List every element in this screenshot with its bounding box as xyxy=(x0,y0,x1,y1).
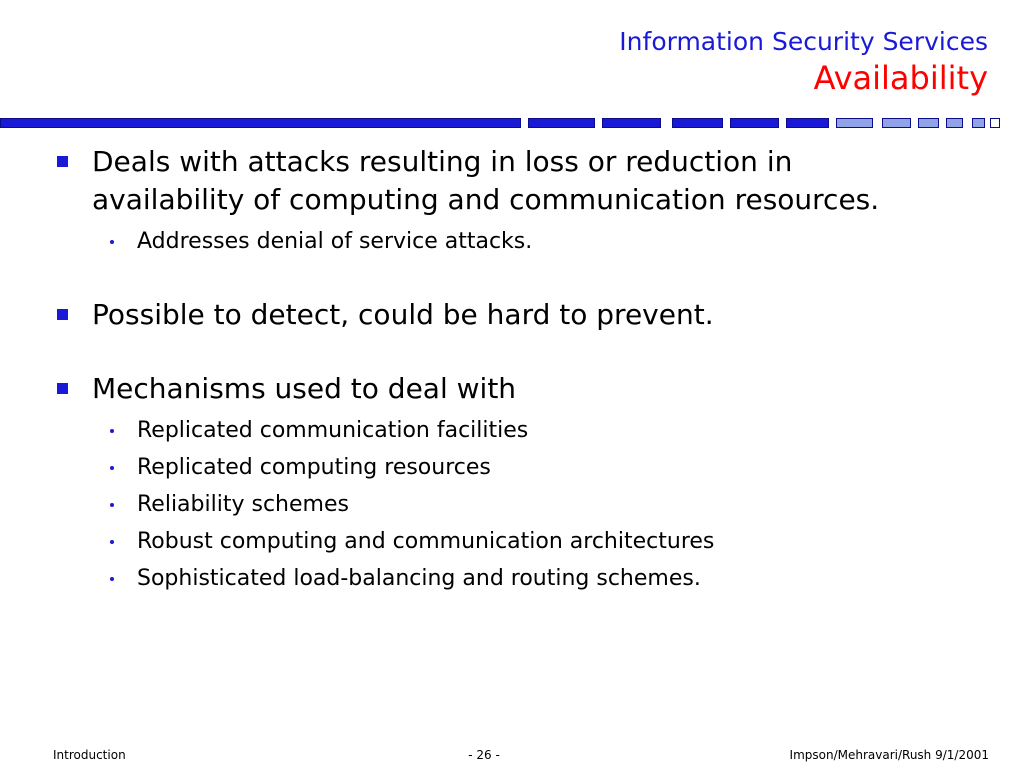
rule-bar-segment xyxy=(787,119,829,128)
dot-bullet-icon xyxy=(110,429,114,433)
rule-bar-segment xyxy=(1,119,521,128)
sub-bullet-text: Robust computing and communication architectures xyxy=(137,529,715,554)
bullet-list xyxy=(55,143,1005,597)
sub-bullet-text: Replicated communication facilities xyxy=(137,418,529,443)
footer-section-label: Introduction xyxy=(53,748,126,762)
sub-bullet-item xyxy=(100,560,1005,597)
rule-bar-segment xyxy=(991,119,1000,128)
slide-footer xyxy=(0,746,1024,764)
sub-bullet-list xyxy=(92,223,1005,260)
sub-bullet-text: Sophisticated load-balancing and routing schemes. xyxy=(137,566,701,591)
dot-bullet-icon xyxy=(110,540,114,544)
sub-bullet-item xyxy=(100,449,1005,486)
rule-bar-segment xyxy=(883,119,911,128)
bullet-item-1 xyxy=(55,143,1005,260)
slide-title-main: Information Security Services xyxy=(619,27,988,56)
slide-subtitle: Availability xyxy=(813,59,988,97)
rule-bar-segment xyxy=(947,119,963,128)
sub-bullet-item xyxy=(100,523,1005,560)
dot-bullet-icon xyxy=(110,240,114,244)
bullet-item-3 xyxy=(55,370,1005,597)
sub-bullet-text: Addresses denial of service attacks. xyxy=(137,229,533,254)
dot-bullet-icon xyxy=(110,577,114,581)
bullet-item-2 xyxy=(55,296,1005,334)
rule-bar-segment xyxy=(731,119,779,128)
rule-bar-segment xyxy=(919,119,939,128)
sub-bullet-item xyxy=(100,223,1005,260)
square-bullet-icon xyxy=(57,309,68,320)
sub-bullet-item xyxy=(100,412,1005,449)
sub-bullet-item xyxy=(100,486,1005,523)
bullet-text: Mechanisms used to deal with xyxy=(92,372,517,405)
bullet-text: Possible to detect, could be hard to prevent. xyxy=(92,298,714,331)
footer-authors-date: Impson/Mehravari/Rush 9/1/2001 xyxy=(789,748,989,762)
rule-bar-segment xyxy=(837,119,873,128)
decorative-rule-bar xyxy=(0,117,1024,130)
slide-body xyxy=(55,143,1005,597)
square-bullet-icon xyxy=(57,383,68,394)
rule-bar-segment xyxy=(603,119,661,128)
sub-bullet-list xyxy=(92,412,1005,597)
rule-bar-segment xyxy=(673,119,723,128)
footer-page-number: - 26 - xyxy=(468,748,500,762)
dot-bullet-icon xyxy=(110,503,114,507)
sub-bullet-text: Reliability schemes xyxy=(137,492,349,517)
rule-bar-segment xyxy=(529,119,595,128)
bullet-text: Deals with attacks resulting in loss or reduction in availability of computing and communication resources. xyxy=(92,145,880,216)
dot-bullet-icon xyxy=(110,466,114,470)
sub-bullet-text: Replicated computing resources xyxy=(137,455,491,480)
square-bullet-icon xyxy=(57,156,68,167)
rule-bar-segment xyxy=(973,119,985,128)
slide-title xyxy=(619,26,988,98)
